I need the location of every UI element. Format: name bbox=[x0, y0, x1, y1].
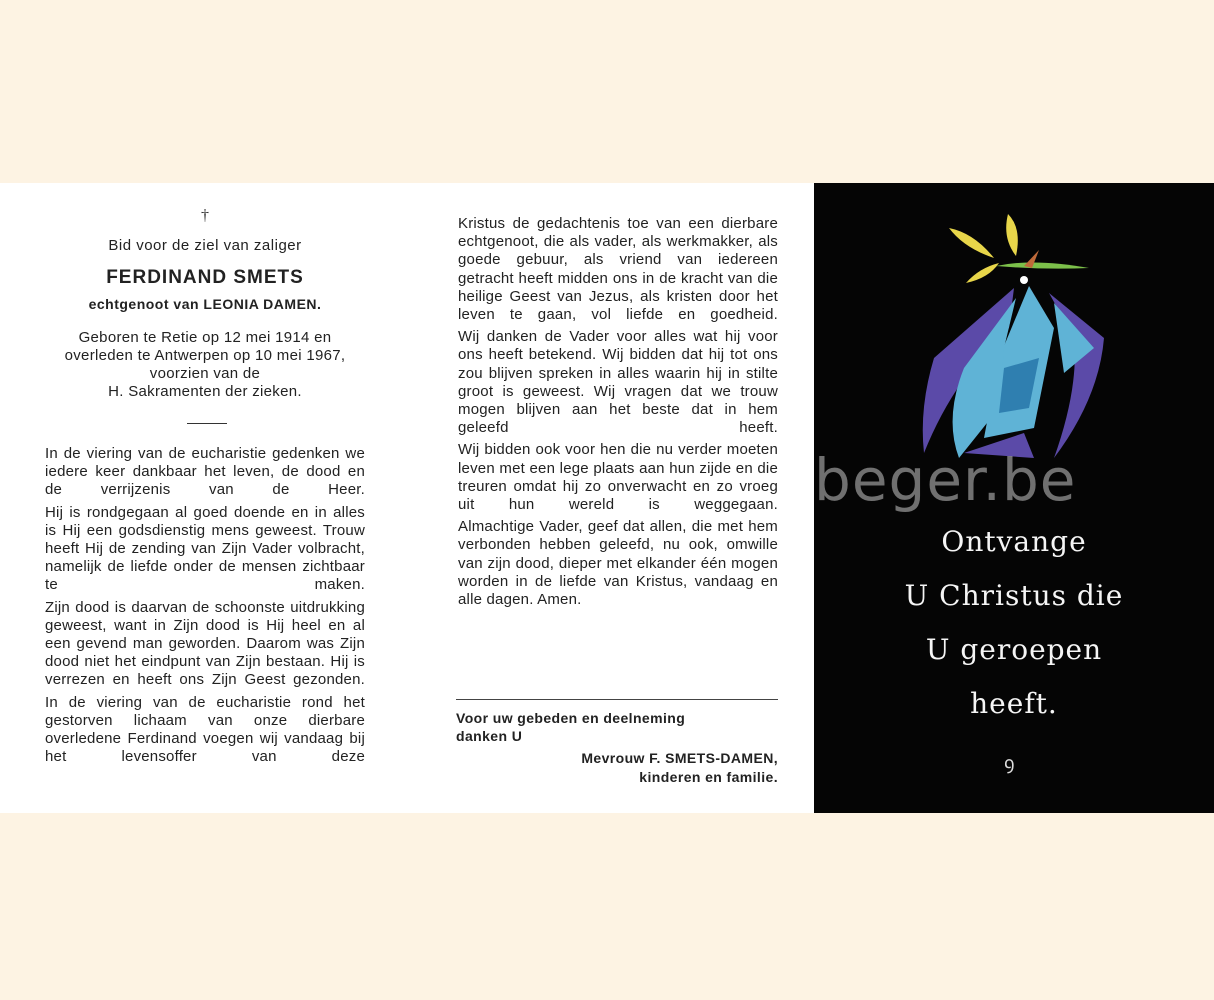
watermark-text: beger.be bbox=[814, 446, 1077, 514]
cross-symbol: † bbox=[201, 207, 209, 224]
publisher-monogram: ꝯ bbox=[1004, 753, 1015, 774]
provided-line: voorzien van de bbox=[149, 365, 261, 382]
died-line: overleden te Antwerpen op 10 mei 1967, bbox=[64, 347, 346, 364]
paragraph: Zijn dood is daarvan de schoonste uitdrukking geweest, want in Zijn dood is Hij heel en al een gevend man geworden. Daarom was Zijn dood niet het eindpunt van Zijn bestaan. Hij is verrezen en heeft ons Zijn Geest gezonden. bbox=[45, 598, 365, 689]
verse-line: U geroepen bbox=[925, 633, 1103, 666]
thanks-line: danken U bbox=[456, 728, 523, 744]
memorial-card bbox=[0, 183, 1214, 813]
signature-line: Mevrouw F. SMETS-DAMEN, bbox=[581, 750, 778, 766]
paragraph: Wij danken de Vader voor alles wat hij voor ons heeft betekend. Wij bidden dat hij tot ons zou blijven spreken in alles waarin hij in stilte groot is geweest. Wij vragen dat we trouw mogen blijven aan het beste dat in hem geleefd heeft. bbox=[458, 328, 778, 437]
left-page bbox=[0, 183, 410, 813]
spouse-line: echtgenoot van LEONIA DAMEN. bbox=[88, 296, 322, 312]
separator bbox=[187, 423, 227, 424]
deceased-name: FERDINAND SMETS bbox=[106, 267, 304, 288]
signature bbox=[581, 749, 778, 787]
verse-line: U Christus die bbox=[904, 579, 1124, 612]
paragraph: Kristus de gedachtenis toe van een dierbare echtgenoot, die als vader, als werkmakker, als goede gebuur, als vriend van iedereen getracht heeft midden ons in de kracht van die heilige Geest van Jezus, als kristen door het leven te gaan, vol liefde en goedheid. bbox=[458, 215, 778, 324]
thanks-text bbox=[456, 709, 685, 745]
paragraph: In de viering van de eucharistie gedenken we iedere keer dankbaar het leven, de dood en de verrijzenis van de Heer. bbox=[45, 445, 365, 499]
sacraments-line: H. Sakramenten der zieken. bbox=[108, 383, 302, 400]
middle-text-body bbox=[458, 215, 778, 609]
middle-page bbox=[416, 183, 814, 813]
paragraph: In de viering van de eucharistie rond het gestorven lichaam van onze dierbare overledene Ferdinand voegen wij vandaag bij het levensoffer van deze bbox=[45, 693, 365, 766]
divider bbox=[456, 699, 778, 700]
verse-line: Ontvange bbox=[941, 525, 1087, 558]
signature-line: kinderen en familie. bbox=[639, 769, 778, 785]
born-line: Geboren te Retie op 12 mei 1914 en bbox=[78, 329, 332, 346]
birth-death-details bbox=[0, 329, 410, 401]
verse-line: heeft. bbox=[970, 687, 1058, 720]
intro-text: Bid voor de ziel van zaliger bbox=[108, 237, 302, 254]
thanks-line: Voor uw gebeden en deelneming bbox=[456, 710, 686, 726]
left-text-body bbox=[45, 445, 365, 766]
paragraph: Wij bidden ook voor hen die nu verder moeten leven met een lege plaats aan hun zijde en die treuren omdat hij zo onverwacht en zo vroeg uit hun wereld is weggegaan. bbox=[458, 441, 778, 514]
paragraph: Almachtige Vader, geef dat allen, die met hem verbonden hebben geleefd, nu ook, omwille van zijn dood, dieper met elkander één mogen worden in de liefde van Kristus, vandaag en alle dagen. Amen. bbox=[458, 518, 778, 609]
christ-figure-icon bbox=[904, 208, 1124, 468]
paragraph: Hij is rondgegaan al goed doende en in alles is Hij een godsdienstig mens geweest. Trouw heeft Hij de zending van Zijn Vader volbracht, namelijk de liefde onder de mensen zichtbaar te maken. bbox=[45, 503, 365, 594]
